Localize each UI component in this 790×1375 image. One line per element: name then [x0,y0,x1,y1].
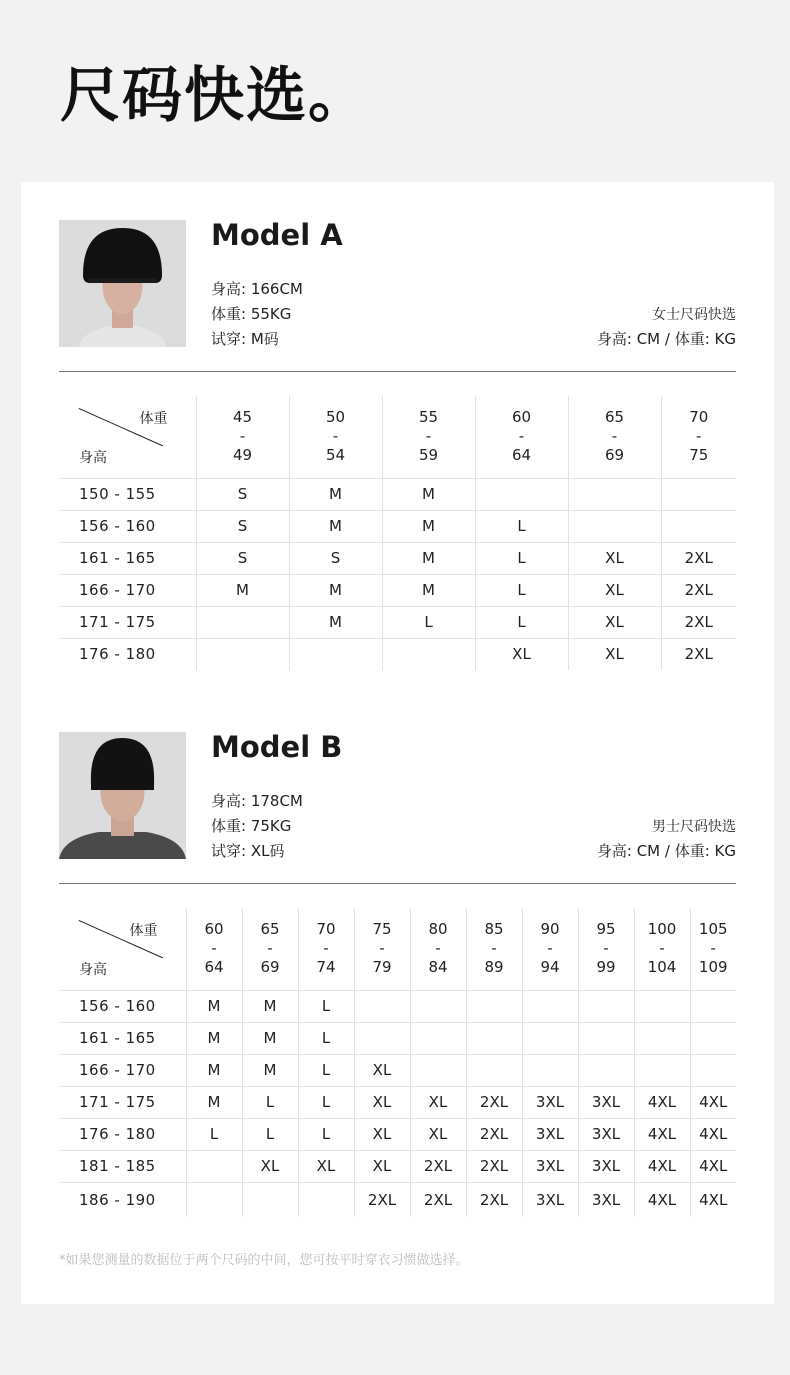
size-cell: 4XL [634,1086,690,1118]
page-title: 尺码快选。 [60,61,370,131]
size-cell [568,510,661,542]
size-cell: M [289,606,382,638]
height-range-label: 171 - 175 [59,1086,186,1118]
size-cell [634,1054,690,1086]
weight-range-bound: 95 [596,920,616,939]
size-cell [578,990,634,1022]
size-cell [690,990,736,1022]
weight-range-bound: 54 [325,446,346,465]
weight-range-bound: 94 [540,958,560,977]
model-b-photo [59,732,186,859]
height-range-label: 186 - 190 [59,1182,186,1217]
model-a-name: Model A [211,218,343,252]
size-cell: M [186,1054,242,1086]
weight-range-header [522,908,578,990]
size-cell: 3XL [578,1118,634,1150]
size-cell: L [475,606,568,638]
weight-axis-label: 体重 [129,923,158,939]
weight-range-bound: 64 [511,446,532,465]
weight-range-header [634,908,690,990]
weight-range-header [568,396,661,478]
size-cell: 4XL [690,1150,736,1182]
size-cell: 2XL [466,1150,522,1182]
size-cell [522,990,578,1022]
weight-range-bound: 84 [428,958,448,977]
size-cell: L [298,1022,354,1054]
weight-range-header [354,908,410,990]
size-cell: XL [354,1054,410,1086]
height-range-label: 156 - 160 [59,990,186,1022]
weight-range-header [186,908,242,990]
size-cell [690,1022,736,1054]
weight-range-bound: 75 [372,920,392,939]
weight-range-bound: 99 [596,958,616,977]
size-cell: 2XL [466,1086,522,1118]
model-b-name: Model B [211,730,343,764]
table-row [59,542,736,574]
size-cell: XL [475,638,568,670]
size-cell: 3XL [578,1086,634,1118]
weight-range-bound: 104 [647,958,677,977]
size-cell: M [186,1086,242,1118]
size-cell [196,606,289,638]
corner-header [59,396,196,478]
table-row [59,1182,736,1217]
table-row [59,990,736,1022]
size-cell: M [382,510,475,542]
size-cell: 2XL [410,1150,466,1182]
size-cell: 2XL [354,1182,410,1217]
weight-range-bound: 75 [689,446,709,465]
size-cell: L [242,1118,298,1150]
size-cell: M [242,990,298,1022]
weight-range-bound: 90 [540,920,560,939]
range-dash: - [710,939,716,958]
size-cell: L [186,1118,242,1150]
height-range-label: 166 - 170 [59,1054,186,1086]
size-cell: XL [354,1086,410,1118]
weight-range-bound: 74 [316,958,336,977]
height-range-label: 161 - 165 [59,1022,186,1054]
range-dash: - [518,427,525,446]
size-cell: L [475,510,568,542]
size-cell: M [186,990,242,1022]
height-axis-label: 身高 [79,449,107,466]
model-b-chart-label: 男士尺码快选 [652,819,736,835]
size-cell: 3XL [522,1118,578,1150]
height-range-label: 181 - 185 [59,1150,186,1182]
model-b-tried-size: 试穿: XL码 [211,842,285,860]
model-b-height: 身高: 178CM [211,792,303,810]
range-dash: - [435,939,441,958]
model-b-chart-unit: 身高: CM / 体重: KG [596,842,736,860]
size-cell: M [242,1022,298,1054]
size-cell: L [298,1086,354,1118]
weight-range-header [578,908,634,990]
weight-range-header [242,908,298,990]
range-dash: - [211,939,217,958]
size-cell [634,1022,690,1054]
size-cell: XL [354,1118,410,1150]
range-dash: - [491,939,497,958]
range-dash: - [659,939,665,958]
range-dash: - [611,427,618,446]
size-cell: XL [568,638,661,670]
size-cell [354,990,410,1022]
size-cell [690,1054,736,1086]
table-row [59,510,736,542]
model-a-chart-unit: 身高: CM / 体重: KG [596,330,736,348]
size-cell [568,478,661,510]
size-cell: XL [568,606,661,638]
size-cell: 2XL [661,542,736,574]
table-row [59,574,736,606]
size-cell [522,1022,578,1054]
size-cell: 3XL [522,1150,578,1182]
table-row [59,1118,736,1150]
size-cell [475,478,568,510]
size-cell: M [382,478,475,510]
model-b-size-table [59,908,736,1217]
height-range-label: 166 - 170 [59,574,196,606]
weight-range-header [690,908,736,990]
table-row [59,638,736,670]
weight-range-bound: 100 [647,920,677,939]
weight-range-bound: 60 [511,408,532,427]
weight-range-bound: 89 [484,958,504,977]
size-cell: S [196,510,289,542]
table-row [59,1022,736,1054]
size-cell: 4XL [634,1118,690,1150]
weight-range-header [410,908,466,990]
weight-range-bound: 70 [689,408,709,427]
size-guide-card [21,182,774,1304]
size-cell [354,1022,410,1054]
size-cell: 3XL [578,1182,634,1217]
size-cell [634,990,690,1022]
size-cell: L [382,606,475,638]
weight-range-bound: 45 [232,408,253,427]
size-cell [410,1022,466,1054]
size-cell [289,638,382,670]
weight-range-bound: 59 [418,446,439,465]
weight-range-header [289,396,382,478]
size-cell: 3XL [522,1182,578,1217]
weight-range-header [382,396,475,478]
weight-range-bound: 69 [260,958,280,977]
table-row [59,1054,736,1086]
table-row [59,1150,736,1182]
model-a-size-table [59,396,736,670]
model-a-chart-label: 女士尺码快选 [652,307,736,323]
size-cell [661,510,736,542]
range-dash: - [323,939,329,958]
weight-range-header [466,908,522,990]
model-a-height: 身高: 166CM [211,280,303,298]
range-dash: - [603,939,609,958]
weight-range-bound: 49 [232,446,253,465]
model-a-photo [59,220,186,347]
size-cell: S [196,542,289,574]
height-range-label: 161 - 165 [59,542,196,574]
range-dash: - [547,939,553,958]
size-cell: 2XL [410,1182,466,1217]
size-cell [382,638,475,670]
size-cell: 2XL [661,606,736,638]
weight-range-header [298,908,354,990]
size-cell [242,1182,298,1217]
table-row [59,606,736,638]
range-dash: - [696,427,702,446]
size-cell: 4XL [690,1118,736,1150]
height-range-label: 156 - 160 [59,510,196,542]
weight-range-bound: 69 [604,446,625,465]
range-dash: - [332,427,339,446]
weight-range-bound: 105 [698,920,728,939]
size-cell: M [382,542,475,574]
size-cell: 3XL [522,1086,578,1118]
size-cell: M [382,574,475,606]
weight-range-header [196,396,289,478]
size-cell [466,1022,522,1054]
weight-range-bound: 60 [204,920,224,939]
size-cell: M [289,574,382,606]
size-cell: 2XL [466,1182,522,1217]
size-cell [410,990,466,1022]
size-cell: 4XL [690,1182,736,1217]
weight-range-bound: 85 [484,920,504,939]
size-cell: 2XL [466,1118,522,1150]
model-b-weight: 体重: 75KG [211,817,292,835]
weight-range-bound: 70 [316,920,336,939]
size-cell: 3XL [578,1150,634,1182]
size-cell [578,1022,634,1054]
size-cell [466,990,522,1022]
size-cell: 2XL [661,574,736,606]
size-cell: XL [410,1086,466,1118]
height-range-label: 176 - 180 [59,638,196,670]
height-range-label: 171 - 175 [59,606,196,638]
weight-range-header [475,396,568,478]
weight-range-bound: 109 [698,958,728,977]
size-cell: M [289,478,382,510]
table-row [59,1086,736,1118]
model-a-tried-size: 试穿: M码 [211,330,279,348]
size-cell: L [242,1086,298,1118]
size-cell [298,1182,354,1217]
size-cell: M [186,1022,242,1054]
size-cell: M [242,1054,298,1086]
size-cell: XL [354,1150,410,1182]
model-b-divider [59,883,736,884]
weight-range-bound: 55 [418,408,439,427]
model-b-section [59,732,736,1222]
size-cell: 2XL [661,638,736,670]
size-cell: 4XL [690,1086,736,1118]
size-cell [410,1054,466,1086]
size-cell: XL [298,1150,354,1182]
range-dash: - [239,427,246,446]
range-dash: - [267,939,273,958]
weight-range-bound: 50 [325,408,346,427]
weight-range-header [661,396,736,478]
size-cell: L [298,1054,354,1086]
size-cell [466,1054,522,1086]
table-row [59,478,736,510]
size-cell: XL [410,1118,466,1150]
size-cell: 4XL [634,1150,690,1182]
range-dash: - [379,939,385,958]
size-cell: M [289,510,382,542]
height-axis-label: 身高 [79,961,107,978]
model-a-section [59,220,736,672]
footnote: *如果您测量的数据位于两个尺码的中间，您可按平时穿衣习惯做选择。 [59,1253,469,1268]
weight-range-bound: 79 [372,958,392,977]
height-range-label: 176 - 180 [59,1118,186,1150]
weight-range-bound: 65 [604,408,625,427]
weight-range-bound: 65 [260,920,280,939]
size-cell: XL [568,574,661,606]
size-cell [186,1182,242,1217]
size-cell: L [475,542,568,574]
size-cell: L [298,1118,354,1150]
size-cell: M [196,574,289,606]
size-cell [186,1150,242,1182]
size-cell [578,1054,634,1086]
size-cell: S [196,478,289,510]
corner-header [59,908,186,990]
size-cell: XL [242,1150,298,1182]
model-a-weight: 体重: 55KG [211,305,292,323]
size-cell [522,1054,578,1086]
weight-range-bound: 80 [428,920,448,939]
model-a-divider [59,371,736,372]
size-cell: XL [568,542,661,574]
weight-range-bound: 64 [204,958,224,977]
size-cell [661,478,736,510]
size-cell: L [475,574,568,606]
range-dash: - [425,427,432,446]
size-cell: L [298,990,354,1022]
size-cell: 4XL [634,1182,690,1217]
size-cell [196,638,289,670]
height-range-label: 150 - 155 [59,478,196,510]
size-cell: S [289,542,382,574]
weight-axis-label: 体重 [139,411,168,427]
